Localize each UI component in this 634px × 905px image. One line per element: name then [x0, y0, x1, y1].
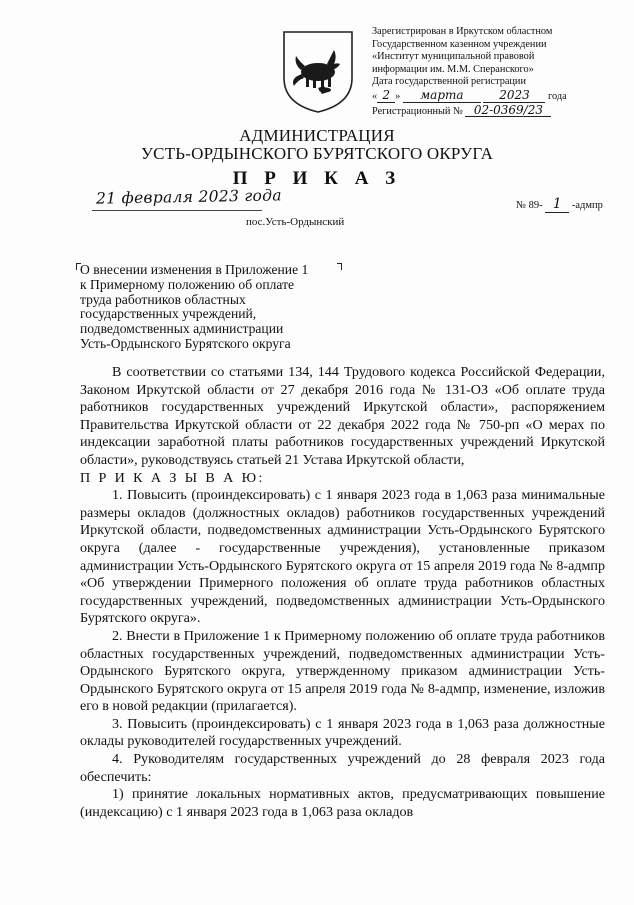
order-item: 2. Внести в Приложение 1 к Примерному положению об оплате труда работников областных государственных учреждений, подведомственных администрации Усть-Ордынского Бурятского округа, утвержденному приказом администрации Усть-Ордынского Бурятского округа от 15 апреля 2019 года № 8-адмпр, изменение, изложив его в новой редакции (прилагается). — [80, 627, 605, 715]
registration-number-value: 02-0369/23 — [465, 104, 551, 118]
registration-date-year: 2023 — [483, 89, 545, 103]
document-subject — [80, 263, 370, 352]
preamble-paragraph: В соответствии со статьями 134, 144 Трудового кодекса Российской Федерации, Законом Иркутской области от 27 декабря 2016 года № 131-ОЗ «Об оплате труда работников государственных учреждений Иркутской области», распоряжением Правительства Иркутской области от 22 декабря 2022 года № 750-рп «О мерах по индексации заработной платы работников государственных учреждений Иркутской области», руководствуясь статьей 21 Устава Иркутской области, — [80, 364, 605, 468]
document-number-suffix: -адмпр — [571, 200, 603, 211]
subject-line: труда работников областных — [80, 291, 246, 307]
subject-line: к Примерному положению об оплате — [80, 276, 295, 292]
order-item: 3. Повысить (проиндексировать) с 1 января 2023 года в 1,063 раза должностные оклады руководителей государственных учреждений. — [80, 715, 605, 750]
subject-line: О внесении изменения в Приложение 1 — [80, 262, 309, 277]
order-item: 1) принятие локальных нормативных актов, предусматривающих повышение (индексацию) с 1 января 2023 года в 1,063 раза окладов — [80, 786, 605, 820]
subject-line: Усть-Ордынского Бурятского округа — [80, 335, 291, 351]
registration-line-1: Зарегистрирован в Иркутском областном — [372, 26, 553, 37]
subject-line: государственных учреждений, — [80, 306, 257, 322]
registration-date-day: 2 — [377, 89, 395, 103]
registration-date-suffix: года — [548, 90, 567, 102]
subject-line: подведомственных администрации — [80, 321, 284, 337]
document-number — [516, 196, 603, 213]
order-item: 4. Руководителям государственных учреждений до 28 февраля 2023 года обеспечить: — [80, 751, 605, 785]
document-date-handwritten: 21 февраля 2023 года — [95, 186, 282, 208]
order-item: 1. Повысить (проиндексировать) с 1 января 2023 года в 1,063 раза минимальные размеры окладов (должностных окладов) работников государственных учреждений Иркутской области, подведомственных администрации Усть-Ордынского Бурятского округа (далее - государственные учреждения), установленные приказом администрации Усть-Ордынского Бурятского округа от 15 апреля 2019 года № 8-адмпр «Об утверждении Примерного положения об оплате труда работников областных государственных учреждений, подведомственных администрации Усть-Ордынского Бурятского округа». — [80, 487, 605, 627]
registration-line-5: Дата государственной регистрации — [372, 76, 526, 88]
document-type-title: П Р И К А З — [232, 168, 402, 189]
registration-line-2: Государственном казенном учреждении — [372, 38, 547, 50]
registration-date-row — [372, 89, 622, 104]
registration-date-month: марта — [403, 89, 481, 103]
document-body — [80, 364, 605, 821]
order-word: П Р И К А З Ы В А Ю: — [80, 469, 265, 486]
registration-line-4: информации им. М.М. Сперанского» — [372, 63, 534, 75]
registration-number-label: Регистрационный № — [372, 105, 463, 117]
registration-line-3: «Институт муниципальной правовой — [372, 51, 535, 63]
registration-date-quote-close: » — [395, 90, 401, 102]
document-place: пос.Усть-Ордынский — [246, 216, 345, 228]
registration-block — [372, 26, 622, 118]
coat-of-arms-emblem — [280, 28, 356, 114]
date-underline — [92, 210, 262, 211]
registration-number-row — [372, 104, 622, 119]
registration-date-quote-open: « — [372, 90, 378, 102]
administration-title-line-1: АДМИНИСТРАЦИЯ — [239, 126, 395, 145]
document-number-prefix: № 89- — [516, 200, 543, 211]
document-number-handwritten: 1 — [545, 196, 569, 213]
administration-title-line-2: УСТЬ-ОРДЫНСКОГО БУРЯТСКОГО ОКРУГА — [140, 144, 494, 163]
